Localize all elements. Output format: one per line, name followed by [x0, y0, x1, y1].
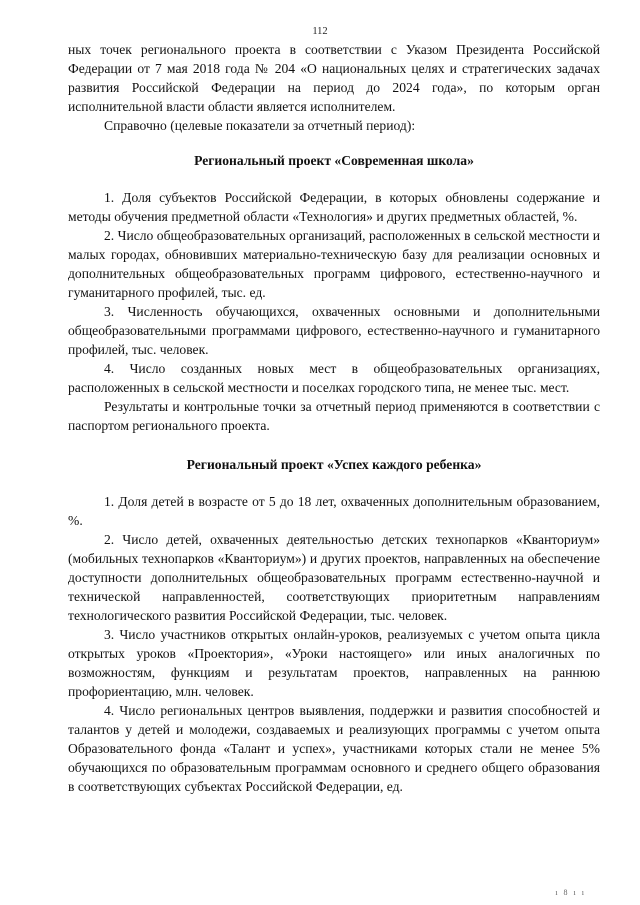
results-note: Результаты и контрольные точки за отчетный период применяются в соответствии с паспортом регионального проекта. — [68, 399, 600, 433]
list-item: 4. Число региональных центров выявления, поддержки и развития способностей и талантов у детей и молодежи, создаваемых и реализующих программы с учетом опыта Образовательного фонда «Талант и успех», участниками которых стали не менее 5% обучающихся по образовательным программам основного и среднего общего образования в соответствующих субъектах Российской Федерации, ед. — [68, 703, 600, 794]
list-item: 2. Число общеобразовательных организаций, расположенных в сельской местности и малых городах, обновивших материально-техническую базу для реализации основных и дополнительных общеобразовательных программ цифрового, естественно-научного и гуманитарного профилей, тыс. ед. — [68, 228, 600, 300]
list-item: 1. Доля субъектов Российской Федерации, в которых обновлены содержание и методы обучения предметной области «Технология» и других предметных областей, %. — [68, 190, 600, 224]
reference-note: Справочно (целевые показатели за отчетный период): — [104, 118, 416, 133]
section-title-success-of-every-child: Региональный проект «Успех каждого ребенка» — [186, 457, 482, 472]
list-item: 1. Доля детей в возрасте от 5 до 18 лет, охваченных дополнительным образованием, %. — [68, 494, 600, 528]
section-title-modern-school: Региональный проект «Современная школа» — [194, 153, 474, 168]
footer-scan-mark: ı 8 ı ı — [555, 888, 586, 897]
list-item: 4. Число созданных новых мест в общеобразовательных организациях, расположенных в сельской местности и поселках городского типа, не менее тыс. мест. — [68, 361, 600, 395]
list-item: 2. Число детей, охваченных деятельностью детских технопарков «Кванториум» (мобильных технопарков «Кванториум») и других проектов, направленных на обеспечение доступности дополнительных общеобразовательных программ естественно-научной и технической направленностей, соответствующих приоритетным направлениям технологического развития Российской Федерации, тыс. человек. — [68, 532, 600, 623]
document-body — [68, 40, 600, 796]
list-item: 3. Численность обучающихся, охваченных основными и дополнительными общеобразовательными программами цифрового, естественно-научного и гуманитарного профилей, тыс. человек. — [68, 304, 600, 357]
intro-continuation: ных точек регионального проекта в соответствии с Указом Президента Российской Федерации от 7 мая 2018 года № 204 «О национальных целях и стратегических задачах развития Российской Федерации на период до 2024 года», по которым орган исполнительной власти области является исполнителем. — [68, 42, 600, 114]
page-number: 112 — [312, 26, 328, 37]
list-item: 3. Число участников открытых онлайн-уроков, реализуемых с учетом опыта цикла открытых уроков «Проектория», «Уроки настоящего» или иных аналогичных по возможностям, функциям и результатам проектов, направленных на раннюю профориентацию, млн. человек. — [68, 627, 600, 699]
